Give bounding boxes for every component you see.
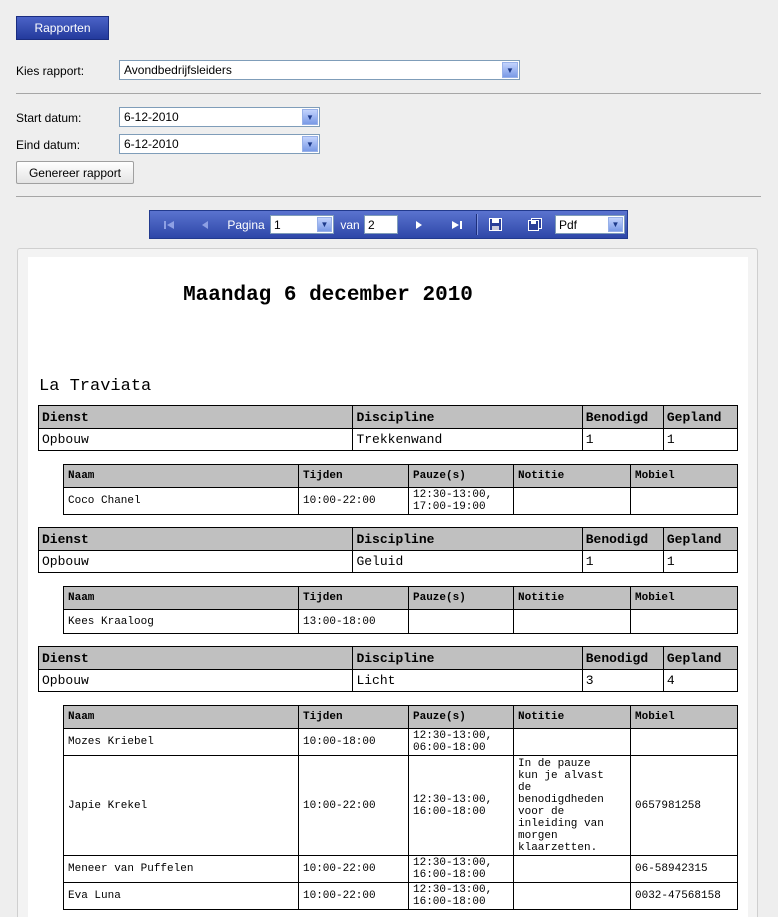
- col-gepland: Gepland: [663, 528, 737, 551]
- cell-pauzes: 12:30-13:00, 06:00-18:00: [409, 729, 514, 756]
- col-notitie: Notitie: [514, 706, 631, 729]
- report-select-value: Avondbedrijfsleiders: [124, 63, 232, 77]
- cell-benodigd: 3: [582, 670, 663, 692]
- cell-tijden: 10:00-18:00: [299, 729, 409, 756]
- table-row: [64, 610, 738, 634]
- cell-gepland: 1: [663, 551, 737, 573]
- col-discipline: Discipline: [353, 406, 582, 429]
- end-date-label: Eind datum:: [16, 138, 81, 152]
- page-select[interactable]: [270, 215, 334, 234]
- last-page-icon[interactable]: [446, 211, 468, 238]
- table-row: [64, 756, 738, 856]
- start-date-select[interactable]: [119, 107, 320, 127]
- cell-tijden: 10:00-22:00: [299, 756, 409, 856]
- col-benodigd: Benodigd: [582, 647, 663, 670]
- cell-naam: Mozes Kriebel: [64, 729, 299, 756]
- col-naam: Naam: [64, 706, 299, 729]
- first-page-icon[interactable]: [158, 211, 180, 238]
- col-dienst: Dienst: [39, 406, 353, 429]
- export-format-value: Pdf: [559, 217, 578, 232]
- total-pages-field: 2: [364, 215, 398, 234]
- col-gepland: Gepland: [663, 647, 737, 670]
- people-table: [63, 464, 738, 515]
- table-row: [39, 670, 738, 692]
- cell-notitie: [514, 856, 631, 883]
- table-row: [39, 551, 738, 573]
- page-select-value: 1: [274, 217, 281, 232]
- chevron-down-icon[interactable]: ▼: [502, 62, 518, 78]
- export-icon[interactable]: [524, 211, 546, 238]
- report-viewer-toolbar: [149, 210, 628, 239]
- cell-dienst: Opbouw: [39, 551, 353, 573]
- col-mobiel: Mobiel: [631, 587, 738, 610]
- report-title: Maandag 6 december 2010: [183, 284, 473, 307]
- cell-gepland: 1: [663, 429, 737, 451]
- production-title: La Traviata: [39, 377, 152, 396]
- table-row: [39, 429, 738, 451]
- cell-notitie: In de pauze kun je alvast de benodigdheden voor de inleiding van morgen klaarzetten.: [514, 756, 631, 856]
- cell-notitie: [514, 883, 631, 910]
- col-tijden: Tijden: [299, 465, 409, 488]
- cell-mobiel: 06-58942315: [631, 856, 738, 883]
- service-table: [38, 646, 738, 692]
- cell-pauzes: 12:30-13:00, 16:00-18:00: [409, 856, 514, 883]
- col-discipline: Discipline: [353, 528, 582, 551]
- table-row: [64, 488, 738, 515]
- cell-naam: Japie Krekel: [64, 756, 299, 856]
- col-notitie: Notitie: [514, 465, 631, 488]
- cell-tijden: 10:00-22:00: [299, 883, 409, 910]
- report-picker-label: Kies rapport:: [16, 64, 85, 78]
- save-icon[interactable]: [484, 211, 506, 238]
- cell-dienst: Opbouw: [39, 429, 353, 451]
- col-naam: Naam: [64, 587, 299, 610]
- col-dienst: Dienst: [39, 528, 353, 551]
- rapporten-button[interactable]: Rapporten: [16, 16, 109, 40]
- cell-mobiel: 0032-47568158: [631, 883, 738, 910]
- cell-discipline: Trekkenwand: [353, 429, 582, 451]
- col-mobiel: Mobiel: [631, 465, 738, 488]
- table-row: [64, 729, 738, 756]
- col-benodigd: Benodigd: [582, 528, 663, 551]
- col-tijden: Tijden: [299, 706, 409, 729]
- export-format-select[interactable]: [555, 215, 625, 234]
- cell-mobiel: [631, 610, 738, 634]
- cell-dienst: Opbouw: [39, 670, 353, 692]
- cell-benodigd: 1: [582, 551, 663, 573]
- cell-pauzes: 12:30-13:00, 16:00-18:00: [409, 756, 514, 856]
- cell-mobiel: [631, 488, 738, 515]
- service-table: [38, 405, 738, 451]
- end-date-value: 6-12-2010: [124, 137, 179, 151]
- table-row: [64, 856, 738, 883]
- col-benodigd: Benodigd: [582, 406, 663, 429]
- next-page-icon[interactable]: [408, 211, 430, 238]
- cell-tijden: 13:00-18:00: [299, 610, 409, 634]
- people-table: [63, 586, 738, 634]
- cell-gepland: 4: [663, 670, 737, 692]
- cell-notitie: [514, 610, 631, 634]
- col-pauzes: Pauze(s): [409, 587, 514, 610]
- col-mobiel: Mobiel: [631, 706, 738, 729]
- service-table: [38, 527, 738, 573]
- end-date-select[interactable]: [119, 134, 320, 154]
- toolbar-separator: [476, 214, 478, 235]
- cell-pauzes: [409, 610, 514, 634]
- cell-tijden: 10:00-22:00: [299, 488, 409, 515]
- generate-report-button[interactable]: Genereer rapport: [16, 161, 134, 184]
- page-label: Pagina: [227, 217, 265, 232]
- chevron-down-icon[interactable]: ▼: [608, 217, 623, 232]
- table-row: [64, 883, 738, 910]
- cell-notitie: [514, 729, 631, 756]
- col-pauzes: Pauze(s): [409, 706, 514, 729]
- col-naam: Naam: [64, 465, 299, 488]
- cell-mobiel: [631, 729, 738, 756]
- cell-naam: Kees Kraaloog: [64, 610, 299, 634]
- report-page[interactable]: [28, 257, 748, 917]
- cell-tijden: 10:00-22:00: [299, 856, 409, 883]
- previous-page-icon[interactable]: [194, 211, 216, 238]
- report-select[interactable]: [119, 60, 520, 80]
- people-table: [63, 705, 738, 910]
- col-gepland: Gepland: [663, 406, 737, 429]
- col-notitie: Notitie: [514, 587, 631, 610]
- of-label: van: [340, 217, 360, 232]
- col-pauzes: Pauze(s): [409, 465, 514, 488]
- divider: [16, 196, 761, 197]
- cell-naam: Coco Chanel: [64, 488, 299, 515]
- cell-notitie: [514, 488, 631, 515]
- cell-naam: Eva Luna: [64, 883, 299, 910]
- chevron-down-icon[interactable]: ▼: [317, 217, 332, 232]
- chevron-down-icon[interactable]: ▼: [302, 136, 318, 152]
- col-discipline: Discipline: [353, 647, 582, 670]
- col-dienst: Dienst: [39, 647, 353, 670]
- cell-mobiel: 0657981258: [631, 756, 738, 856]
- cell-discipline: Licht: [353, 670, 582, 692]
- divider: [16, 93, 761, 94]
- col-tijden: Tijden: [299, 587, 409, 610]
- cell-pauzes: 12:30-13:00, 16:00-18:00: [409, 883, 514, 910]
- start-date-label: Start datum:: [16, 111, 82, 125]
- chevron-down-icon[interactable]: ▼: [302, 109, 318, 125]
- cell-pauzes: 12:30-13:00, 17:00-19:00: [409, 488, 514, 515]
- start-date-value: 6-12-2010: [124, 110, 179, 124]
- cell-naam: Meneer van Puffelen: [64, 856, 299, 883]
- cell-benodigd: 1: [582, 429, 663, 451]
- cell-discipline: Geluid: [353, 551, 582, 573]
